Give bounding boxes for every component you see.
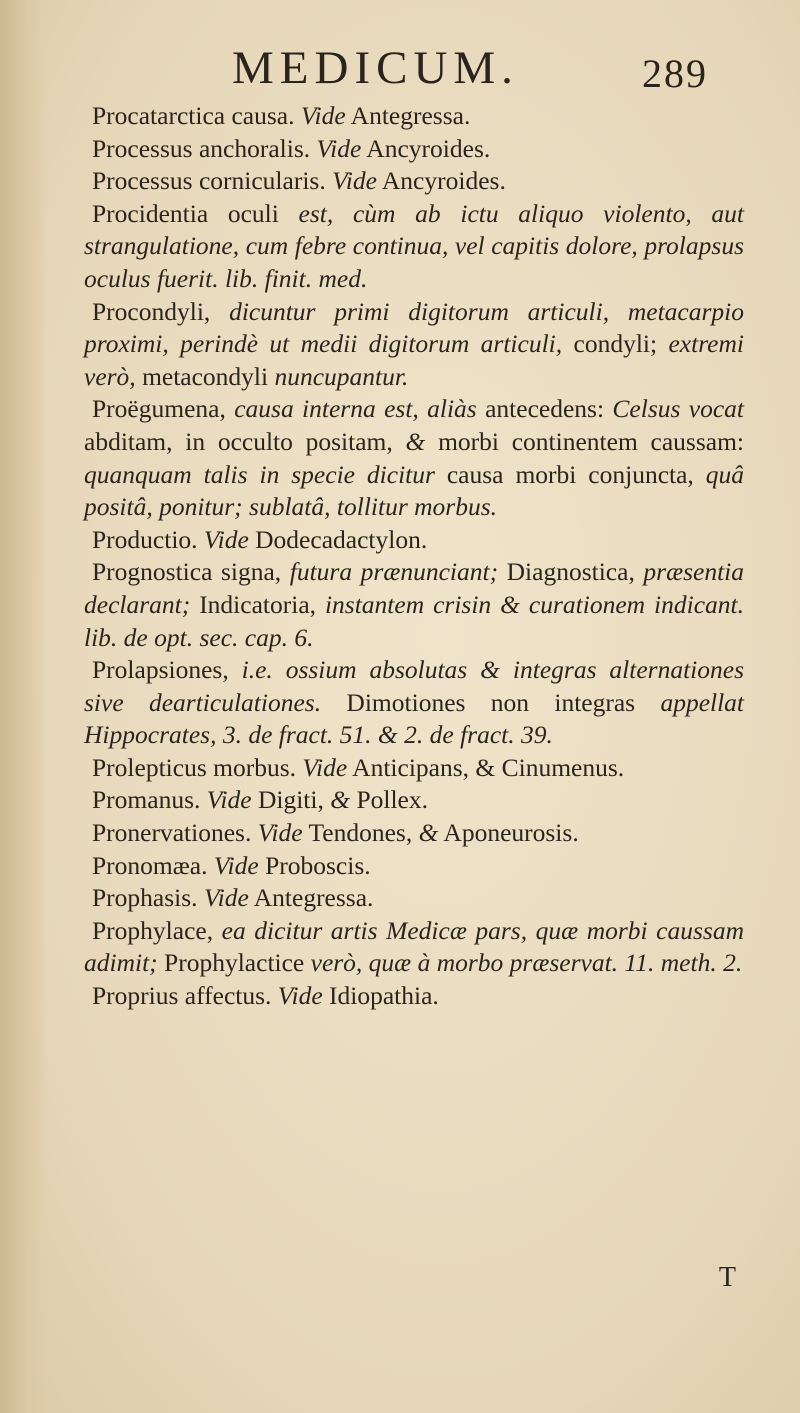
entry-italic-text: & [330, 785, 351, 815]
entry-roman-text: Procidentia oculi [92, 198, 299, 228]
entry-roman-text: antecedens: [476, 394, 613, 424]
entry-italic-text: causa interna est, aliàs [234, 394, 477, 424]
page-gutter-shadow [0, 0, 48, 1413]
dictionary-entry [84, 980, 744, 1013]
entry-italic-text: dicuntur primi digitorum articuli, metacarpio proximi, perindè ut medii digitorum articuli, [84, 296, 744, 359]
entry-roman-text: causa morbi conjuncta, [434, 459, 706, 489]
entry-italic-text: quanquam talis in specie dicitur [84, 459, 435, 489]
entry-italic-text: Vide [203, 524, 249, 554]
catchword: T [718, 1262, 736, 1293]
dictionary-entry [84, 817, 744, 850]
dictionary-entry [84, 882, 744, 915]
dictionary-entry [84, 915, 744, 980]
entry-roman-text: Prognostica signa, [92, 557, 290, 587]
entry-italic-text: est, cùm ab ictu aliquo violento, aut strangulatione, cum febre continua, vel capitis dolore, prolapsus oculus fuerit. lib. finit. med. [84, 198, 744, 293]
entry-italic-text: instantem crisin & curationem indicant. lib. de opt. sec. cap. 6. [84, 589, 744, 652]
entry-italic-text: & [418, 818, 439, 848]
dictionary-entry [84, 165, 744, 198]
entry-italic-text: & [405, 426, 426, 456]
entry-italic-text: quâ positâ, ponitur; sublatâ, tollitur morbus. [84, 459, 744, 522]
entry-roman-text: Processus cornicularis. [92, 166, 333, 196]
entry-roman-text: condyli; [562, 329, 669, 359]
entry-italic-text: ea dicitur artis Medicæ pars, quæ morbi caussam adimit; [84, 915, 744, 978]
entry-italic-text: nuncupantur. [274, 361, 409, 391]
entry-roman-text: Idiopathia. [322, 981, 439, 1011]
entry-roman-text: Prophylace, [92, 915, 222, 945]
entry-roman-text: metacondyli [135, 361, 275, 391]
entry-roman-text: Dodecadactylon. [248, 524, 428, 554]
entry-italic-text: Vide [206, 785, 252, 815]
page-number: 289 [642, 51, 708, 96]
entry-italic-text: i.e. ossium absolutas & integras alternationes sive dearticulationes. [84, 655, 744, 717]
dictionary-entries [84, 100, 744, 1013]
entry-roman-text: Antegressa. [345, 101, 471, 130]
entry-italic-text: Vide [277, 981, 323, 1011]
entry-italic-text: appellat Hippocrates, 3. de fract. 51. & 2. de fract. 39. [84, 687, 745, 750]
entry-italic-text: Vide [316, 133, 362, 163]
entry-roman-text: Prophylactice [157, 948, 311, 978]
entry-roman-text: Tendones, [302, 818, 419, 848]
entry-italic-text: Vide [302, 752, 348, 782]
entry-roman-text: Proboscis. [258, 850, 371, 880]
entry-roman-text: Pronervationes. [92, 818, 258, 848]
page-header [0, 36, 800, 100]
entry-roman-text: Processus anchoralis. [92, 133, 317, 163]
dictionary-entry [84, 524, 744, 557]
entry-roman-text: Aponeurosis. [438, 818, 579, 848]
running-head: MEDICUM. [232, 42, 519, 94]
entry-roman-text: Antegressa. [248, 883, 374, 913]
dictionary-entry [84, 296, 744, 394]
entry-roman-text: Pronomæa. [92, 850, 214, 880]
entry-roman-text: Diagnostica, [498, 557, 644, 587]
dictionary-entry [84, 556, 744, 654]
dictionary-entry [84, 784, 744, 817]
dictionary-entry [84, 654, 744, 752]
entry-italic-text: Vide [332, 166, 377, 196]
dictionary-entry [84, 198, 744, 296]
entry-roman-text: morbi continentem caussam: [425, 426, 744, 456]
entry-italic-text: Celsus vocat [612, 394, 745, 424]
entry-roman-text: abditam, in occulto positam, [84, 426, 406, 456]
dictionary-entry [84, 850, 744, 883]
dictionary-entry [84, 133, 744, 166]
entry-italic-text: Vide [257, 818, 303, 848]
entry-roman-text: Proprius affectus. [92, 981, 278, 1011]
entry-roman-text: Productio. [92, 524, 204, 554]
dictionary-entry [84, 393, 744, 523]
entry-roman-text: Ancyroides. [376, 166, 506, 196]
entry-roman-text: Ancyroides. [361, 133, 491, 163]
entry-roman-text: Prolepticus morbus. [92, 752, 303, 782]
dictionary-entry [84, 752, 744, 785]
entry-italic-text: extremi verò, [84, 329, 745, 391]
entry-italic-text: Vide [213, 850, 259, 880]
entry-roman-text: Prophasis. [92, 883, 204, 913]
entry-italic-text: verò, quæ à morbo præservat. 11. meth. 2. [310, 948, 743, 978]
dictionary-entry [84, 100, 744, 133]
entry-roman-text: Proëgumena, [92, 394, 235, 424]
entry-roman-text: Procatarctica causa. [92, 101, 301, 130]
entry-roman-text: Pollex. [350, 785, 428, 815]
entry-roman-text: Indicatoria, [190, 589, 325, 619]
entry-roman-text: Anticipans, & Cinumenus. [347, 752, 625, 782]
entry-italic-text: præsentia declarant; [84, 557, 744, 619]
entry-roman-text: Procondyli, [92, 296, 230, 326]
entry-roman-text: Digiti, [251, 785, 331, 815]
entry-italic-text: Vide [203, 883, 249, 913]
entry-roman-text: Prolapsiones, [92, 655, 242, 685]
entry-roman-text: Promanus. [92, 785, 207, 815]
entry-italic-text: futura prænunciant; [289, 557, 499, 587]
entry-italic-text: Vide [300, 101, 346, 130]
entry-roman-text: Dimotiones non integras [321, 687, 661, 717]
